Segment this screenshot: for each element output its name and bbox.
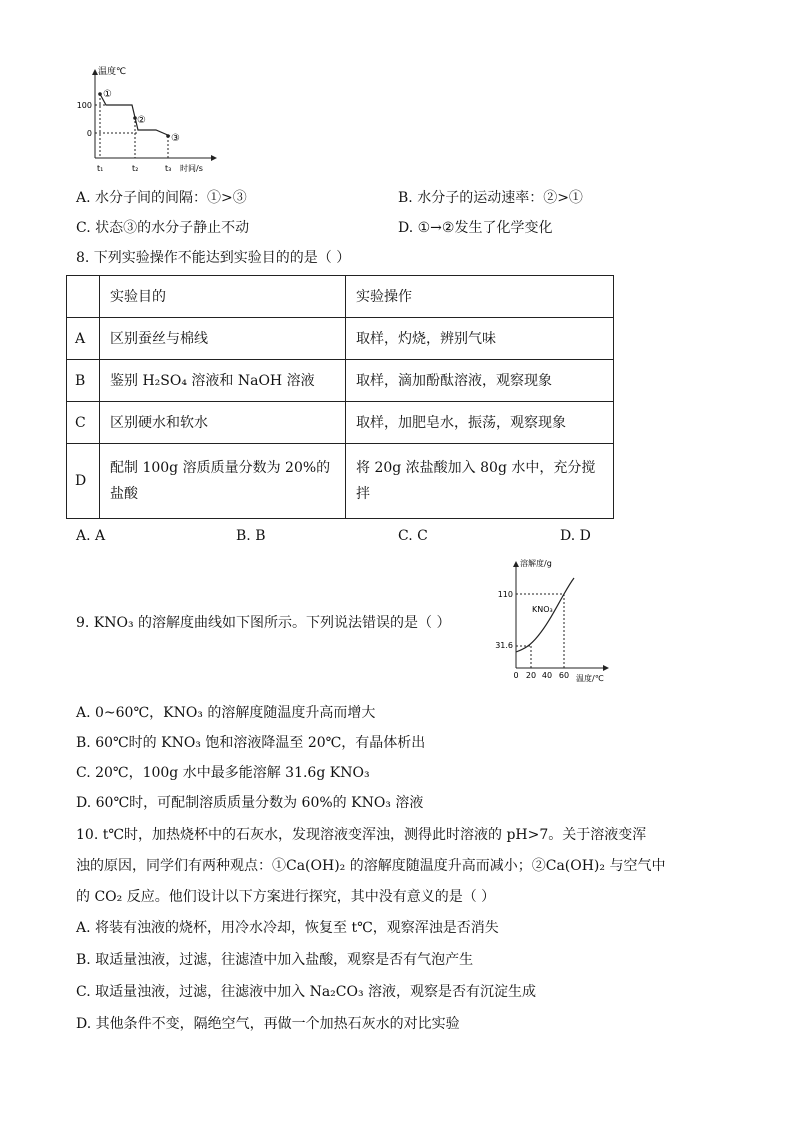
q7-label-2: ② bbox=[137, 115, 146, 126]
q7-x-tick-t2: t₂ bbox=[132, 164, 139, 173]
table-row bbox=[67, 318, 614, 360]
q9-solubility-graph bbox=[488, 556, 612, 686]
row-operation: 取样，加肥皂水，振荡，观察现象 bbox=[346, 402, 614, 444]
table-row bbox=[67, 360, 614, 402]
q9-option-c: C. 20℃，100g 水中最多能溶解 31.6g KNO₃ bbox=[76, 765, 370, 781]
q7-option-b: B. 水分子的运动速率：②>① bbox=[398, 190, 583, 206]
q9-option-a: A. 0~60℃，KNO₃ 的溶解度随温度升高而增大 bbox=[76, 705, 376, 721]
q8-option-c: C. C bbox=[398, 528, 428, 544]
q9-y-tick-31-6: 31.6 bbox=[495, 641, 513, 650]
row-operation: 将 20g 浓盐酸加入 80g 水中，充分搅拌 bbox=[346, 444, 614, 519]
q7-point-3 bbox=[166, 134, 170, 138]
q7-y-label: 温度℃ bbox=[98, 67, 127, 77]
q7-x-tick-t1: t₁ bbox=[97, 164, 104, 173]
q9-option-b: B. 60℃时的 KNO₃ 饱和溶液降温至 20℃，有晶体析出 bbox=[76, 735, 426, 751]
q10-stem-line-1: 10. t℃时，加热烧杯中的石灰水，发现溶液变浑浊，测得此时溶液的 pH>7。关于溶液变浑 bbox=[76, 827, 647, 843]
q7-option-a: A. 水分子间的间隔：①>③ bbox=[76, 190, 247, 206]
table-row bbox=[67, 444, 614, 519]
q7-y-tick-100: 100 bbox=[76, 101, 92, 110]
q9-kno3-curve bbox=[516, 578, 574, 652]
table-header-row bbox=[67, 276, 614, 318]
q7-option-c: C. 状态③的水分子静止不动 bbox=[76, 220, 250, 236]
q9-y-label: 溶解度/g bbox=[520, 559, 552, 568]
row-key: C bbox=[67, 402, 100, 444]
row-key: D bbox=[67, 444, 100, 519]
q7-x-tick-t3: t₃ bbox=[165, 164, 172, 173]
q9-curve-label: KNO₃ bbox=[532, 605, 553, 614]
q9-x-tick-40: 40 bbox=[541, 671, 553, 680]
q10-stem-line-2: 浊的原因，同学们有两种观点：①Ca(OH)₂ 的溶解度随温度升高而减小；②Ca(OH)₂ 与空气中 bbox=[76, 858, 666, 874]
row-key: A bbox=[67, 318, 100, 360]
q7-option-d: D. ①→②发生了化学变化 bbox=[398, 220, 553, 236]
row-operation: 取样，滴加酚酞溶液，观察现象 bbox=[346, 360, 614, 402]
table-header-cell: 实验目的 bbox=[100, 276, 346, 318]
q8-option-d: D. D bbox=[560, 528, 591, 544]
q7-temperature-graph bbox=[76, 62, 224, 180]
row-purpose: 区别蚕丝与棉线 bbox=[100, 318, 346, 360]
q7-label-1: ① bbox=[103, 89, 112, 100]
table-header-cell: 实验操作 bbox=[346, 276, 614, 318]
table-header-cell bbox=[67, 276, 100, 318]
q10-option-b: B. 取适量浊液，过滤，往滤渣中加入盐酸，观察是否有气泡产生 bbox=[76, 952, 474, 968]
q10-option-d: D. 其他条件不变，隔绝空气，再做一个加热石灰水的对比实验 bbox=[76, 1016, 460, 1032]
q10-option-a: A. 将装有浊液的烧杯，用冷水冷却，恢复至 t℃，观察浑浊是否消失 bbox=[76, 920, 499, 936]
row-key: B bbox=[67, 360, 100, 402]
q9-option-d: D. 60℃时，可配制溶质质量分数为 60%的 KNO₃ 溶液 bbox=[76, 795, 424, 811]
q8-option-a: A. A bbox=[76, 528, 106, 544]
q10-stem-line-3: 的 CO₂ 反应。他们设计以下方案进行探究，其中没有意义的是（ ） bbox=[76, 889, 496, 905]
q9-x-label: 温度/℃ bbox=[576, 674, 604, 683]
row-purpose: 鉴别 H₂SO₄ 溶液和 NaOH 溶液 bbox=[100, 360, 346, 402]
q9-y-tick-110: 110 bbox=[497, 590, 513, 599]
q7-y-tick-0: 0 bbox=[86, 129, 92, 138]
row-purpose: 配制 100g 溶质质量分数为 20%的盐酸 bbox=[100, 444, 346, 519]
q10-option-c: C. 取适量浊液，过滤，往滤液中加入 Na₂CO₃ 溶液，观察是否有沉淀生成 bbox=[76, 984, 537, 1000]
q7-point-1 bbox=[98, 92, 102, 96]
q9-stem: 9. KNO₃ 的溶解度曲线如下图所示。下列说法错误的是（ ） bbox=[76, 615, 451, 631]
q9-x-tick-0: 0 bbox=[513, 671, 519, 680]
q7-x-label: 时间/s bbox=[180, 164, 203, 173]
q8-stem: 8. 下列实验操作不能达到实验目的的是（ ） bbox=[76, 250, 351, 266]
q9-x-tick-60: 60 bbox=[558, 671, 570, 680]
q8-option-b: B. B bbox=[236, 528, 266, 544]
q8-table bbox=[66, 275, 614, 519]
row-operation: 取样，灼烧，辨别气味 bbox=[346, 318, 614, 360]
q9-x-tick-20: 20 bbox=[525, 671, 537, 680]
row-purpose: 区别硬水和软水 bbox=[100, 402, 346, 444]
q7-label-3: ③ bbox=[171, 133, 180, 144]
table-row bbox=[67, 402, 614, 444]
